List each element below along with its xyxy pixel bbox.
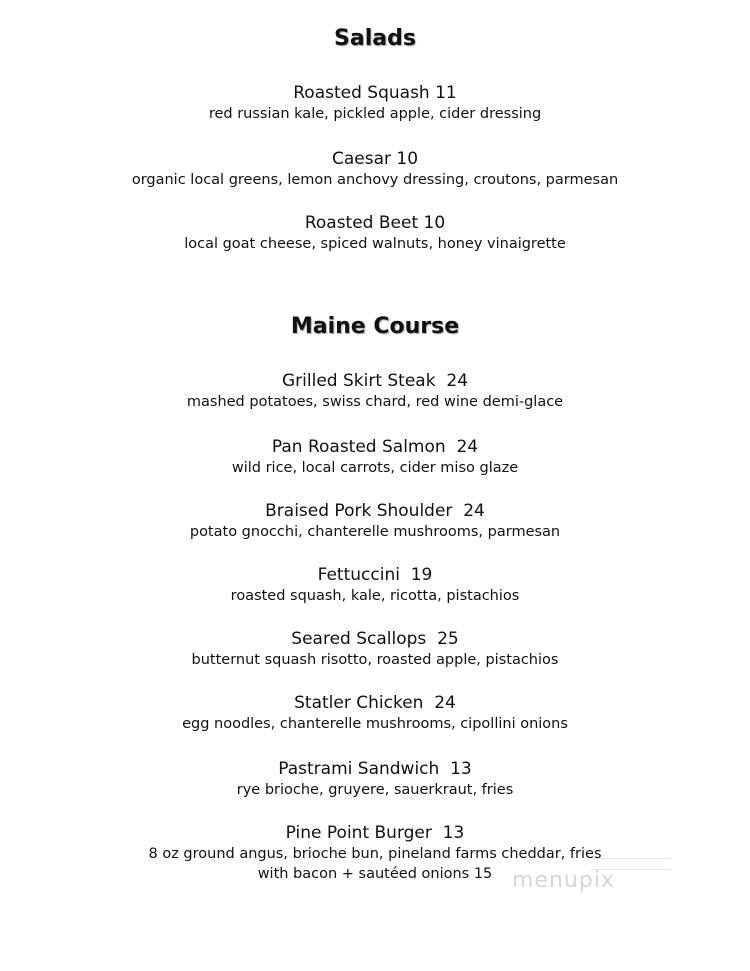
menu-item: [0, 628, 750, 670]
menu-item: [0, 758, 750, 800]
menu-item: [0, 822, 750, 884]
watermark-logo: menupix: [512, 868, 615, 893]
item-name: Pastrami Sandwich 13: [278, 759, 472, 779]
item-description: local goat cheese, spiced walnuts, honey vinaigrette: [184, 236, 566, 252]
item-description: butternut squash risotto, roasted apple, pistachios: [191, 652, 559, 668]
item-name: Fettuccini 19: [317, 565, 433, 585]
menu-item: [0, 148, 750, 190]
item-description: egg noodles, chanterelle mushrooms, cipollini onions: [182, 716, 568, 732]
menu-item: [0, 212, 750, 254]
menu-item: [0, 564, 750, 606]
menu-item: [0, 370, 750, 412]
menu-item: [0, 500, 750, 542]
item-description: roasted squash, kale, ricotta, pistachios: [230, 588, 520, 604]
item-name: Roasted Beet 10: [304, 213, 446, 233]
item-name: Pine Point Burger 13: [285, 823, 465, 843]
item-name: Statler Chicken 24: [294, 693, 456, 713]
item-description: wild rice, local carrots, cider miso glaze: [231, 460, 519, 476]
menu-item: [0, 436, 750, 478]
menu-item: [0, 692, 750, 734]
menu-item: [0, 82, 750, 124]
item-name: Roasted Squash 11: [293, 83, 457, 103]
item-name: Braised Pork Shoulder 24: [265, 501, 485, 521]
item-description: mashed potatoes, swiss chard, red wine demi-glace: [186, 394, 564, 410]
item-description: red russian kale, pickled apple, cider dressing: [208, 106, 542, 122]
item-name: Seared Scallops 25: [291, 629, 459, 649]
item-name: Caesar 10: [331, 149, 419, 169]
salads-heading: Salads: [334, 26, 416, 51]
main-course-heading: Maine Course: [290, 314, 460, 339]
item-name: Grilled Skirt Steak 24: [281, 371, 469, 391]
item-extra-option: with bacon + sautéed onions 15: [257, 866, 493, 882]
item-description: potato gnocchi, chanterelle mushrooms, parmesan: [189, 524, 561, 540]
item-description: organic local greens, lemon anchovy dressing, croutons, parmesan: [131, 172, 619, 188]
item-description: rye brioche, gruyere, sauerkraut, fries: [236, 782, 514, 798]
item-name: Pan Roasted Salmon 24: [271, 437, 479, 457]
item-description: 8 oz ground angus, brioche bun, pineland farms cheddar, fries: [148, 846, 602, 862]
